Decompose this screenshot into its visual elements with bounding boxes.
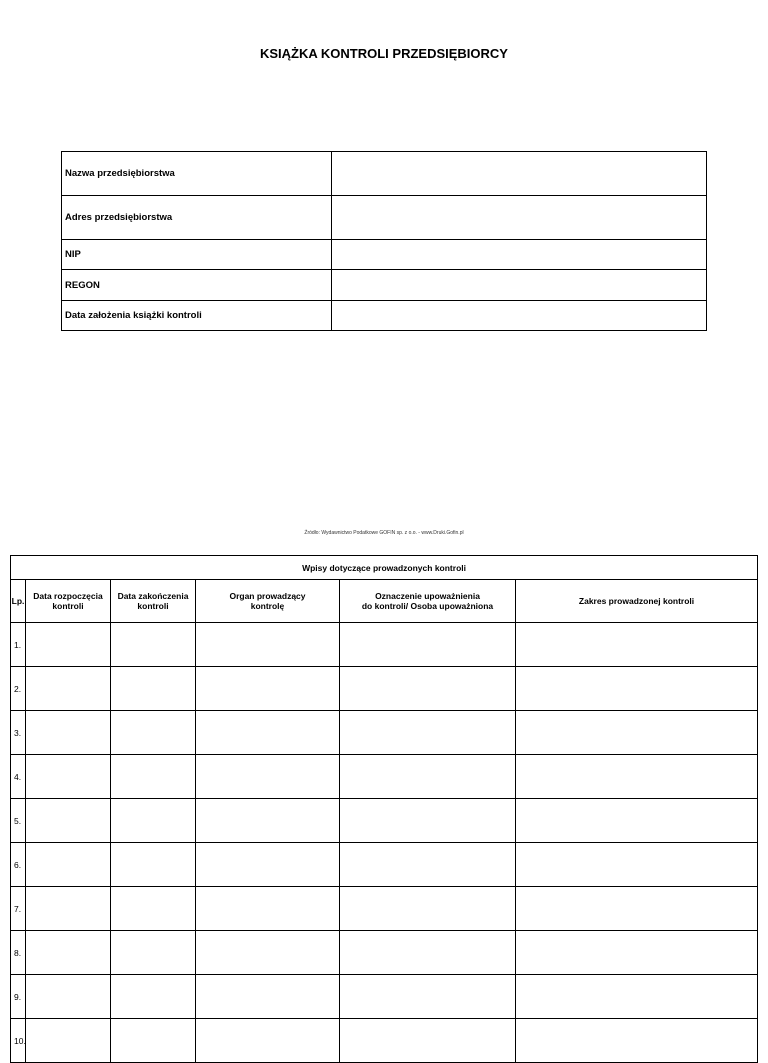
authorization-cell[interactable] <box>340 931 516 975</box>
control-log-caption-row <box>11 556 758 580</box>
start-date-cell[interactable] <box>26 1019 111 1063</box>
end-date-cell[interactable] <box>111 1019 196 1063</box>
authority-cell[interactable] <box>196 1019 340 1063</box>
control-log-table <box>10 555 758 1063</box>
start-date-cell[interactable] <box>26 667 111 711</box>
source-note: Źródło: Wydawnictwo Podatkowe GOFIN sp. z o.o. - www.Druki.Gofin.pl <box>304 530 464 536</box>
authorization-cell[interactable] <box>340 1019 516 1063</box>
row-number: 10. <box>11 1019 26 1063</box>
start-date-cell[interactable] <box>26 931 111 975</box>
info-row-company-address <box>62 196 707 240</box>
start-date-cell[interactable] <box>26 623 111 667</box>
column-header-authority: Organ prowadzący kontrolę <box>196 580 340 623</box>
table-row <box>11 711 758 755</box>
scope-cell[interactable] <box>516 623 758 667</box>
info-label: Adres przedsiębiorstwa <box>62 196 332 240</box>
end-date-cell[interactable] <box>111 755 196 799</box>
scope-cell[interactable] <box>516 887 758 931</box>
row-number: 7. <box>11 887 26 931</box>
start-date-cell[interactable] <box>26 711 111 755</box>
table-row <box>11 1019 758 1063</box>
authorization-cell[interactable] <box>340 667 516 711</box>
info-row-nip <box>62 240 707 270</box>
control-log-caption: Wpisy dotyczące prowadzonych kontroli <box>11 556 758 580</box>
row-number: 6. <box>11 843 26 887</box>
start-date-cell[interactable] <box>26 799 111 843</box>
scope-cell[interactable] <box>516 1019 758 1063</box>
authorization-cell[interactable] <box>340 755 516 799</box>
start-date-cell[interactable] <box>26 975 111 1019</box>
scope-cell[interactable] <box>516 667 758 711</box>
authorization-cell[interactable] <box>340 887 516 931</box>
scope-cell[interactable] <box>516 975 758 1019</box>
end-date-cell[interactable] <box>111 667 196 711</box>
authorization-cell[interactable] <box>340 711 516 755</box>
info-row-regon <box>62 270 707 301</box>
company-info-table <box>61 151 707 331</box>
authorization-cell[interactable] <box>340 799 516 843</box>
end-date-cell[interactable] <box>111 975 196 1019</box>
column-header-scope: Zakres prowadzonej kontroli <box>516 580 758 623</box>
end-date-cell[interactable] <box>111 711 196 755</box>
table-row <box>11 799 758 843</box>
info-value[interactable] <box>332 152 707 196</box>
table-row <box>11 887 758 931</box>
column-header-authorization: Oznaczenie upoważnienia do kontroli/ Osoba upoważniona <box>340 580 516 623</box>
authorization-cell[interactable] <box>340 623 516 667</box>
authorization-cell[interactable] <box>340 975 516 1019</box>
control-log-header-row <box>11 580 758 623</box>
scope-cell[interactable] <box>516 799 758 843</box>
document-title: KSIĄŻKA KONTROLI PRZEDSIĘBIORCY <box>260 46 508 61</box>
info-value[interactable] <box>332 301 707 331</box>
authority-cell[interactable] <box>196 755 340 799</box>
info-value[interactable] <box>332 240 707 270</box>
start-date-cell[interactable] <box>26 755 111 799</box>
column-header-start-date: Data rozpoczęcia kontroli <box>26 580 111 623</box>
column-header-lp: Lp. <box>11 580 26 623</box>
authority-cell[interactable] <box>196 887 340 931</box>
authority-cell[interactable] <box>196 975 340 1019</box>
authority-cell[interactable] <box>196 843 340 887</box>
scope-cell[interactable] <box>516 711 758 755</box>
scope-cell[interactable] <box>516 843 758 887</box>
info-label: Data założenia książki kontroli <box>62 301 332 331</box>
end-date-cell[interactable] <box>111 843 196 887</box>
row-number: 4. <box>11 755 26 799</box>
info-row-company-name <box>62 152 707 196</box>
table-row <box>11 755 758 799</box>
row-number: 5. <box>11 799 26 843</box>
info-label: REGON <box>62 270 332 301</box>
row-number: 3. <box>11 711 26 755</box>
end-date-cell[interactable] <box>111 887 196 931</box>
row-number: 8. <box>11 931 26 975</box>
authorization-cell[interactable] <box>340 843 516 887</box>
row-number: 2. <box>11 667 26 711</box>
table-row <box>11 667 758 711</box>
column-header-end-date: Data zakończenia kontroli <box>111 580 196 623</box>
info-value[interactable] <box>332 270 707 301</box>
authority-cell[interactable] <box>196 667 340 711</box>
authority-cell[interactable] <box>196 799 340 843</box>
info-value[interactable] <box>332 196 707 240</box>
authority-cell[interactable] <box>196 711 340 755</box>
row-number: 9. <box>11 975 26 1019</box>
table-row <box>11 975 758 1019</box>
end-date-cell[interactable] <box>111 931 196 975</box>
end-date-cell[interactable] <box>111 623 196 667</box>
scope-cell[interactable] <box>516 755 758 799</box>
start-date-cell[interactable] <box>26 843 111 887</box>
info-row-book-date <box>62 301 707 331</box>
authority-cell[interactable] <box>196 623 340 667</box>
authority-cell[interactable] <box>196 931 340 975</box>
end-date-cell[interactable] <box>111 799 196 843</box>
table-row <box>11 623 758 667</box>
info-label: Nazwa przedsiębiorstwa <box>62 152 332 196</box>
scope-cell[interactable] <box>516 931 758 975</box>
row-number: 1. <box>11 623 26 667</box>
table-row <box>11 843 758 887</box>
table-row <box>11 931 758 975</box>
start-date-cell[interactable] <box>26 887 111 931</box>
info-label: NIP <box>62 240 332 270</box>
